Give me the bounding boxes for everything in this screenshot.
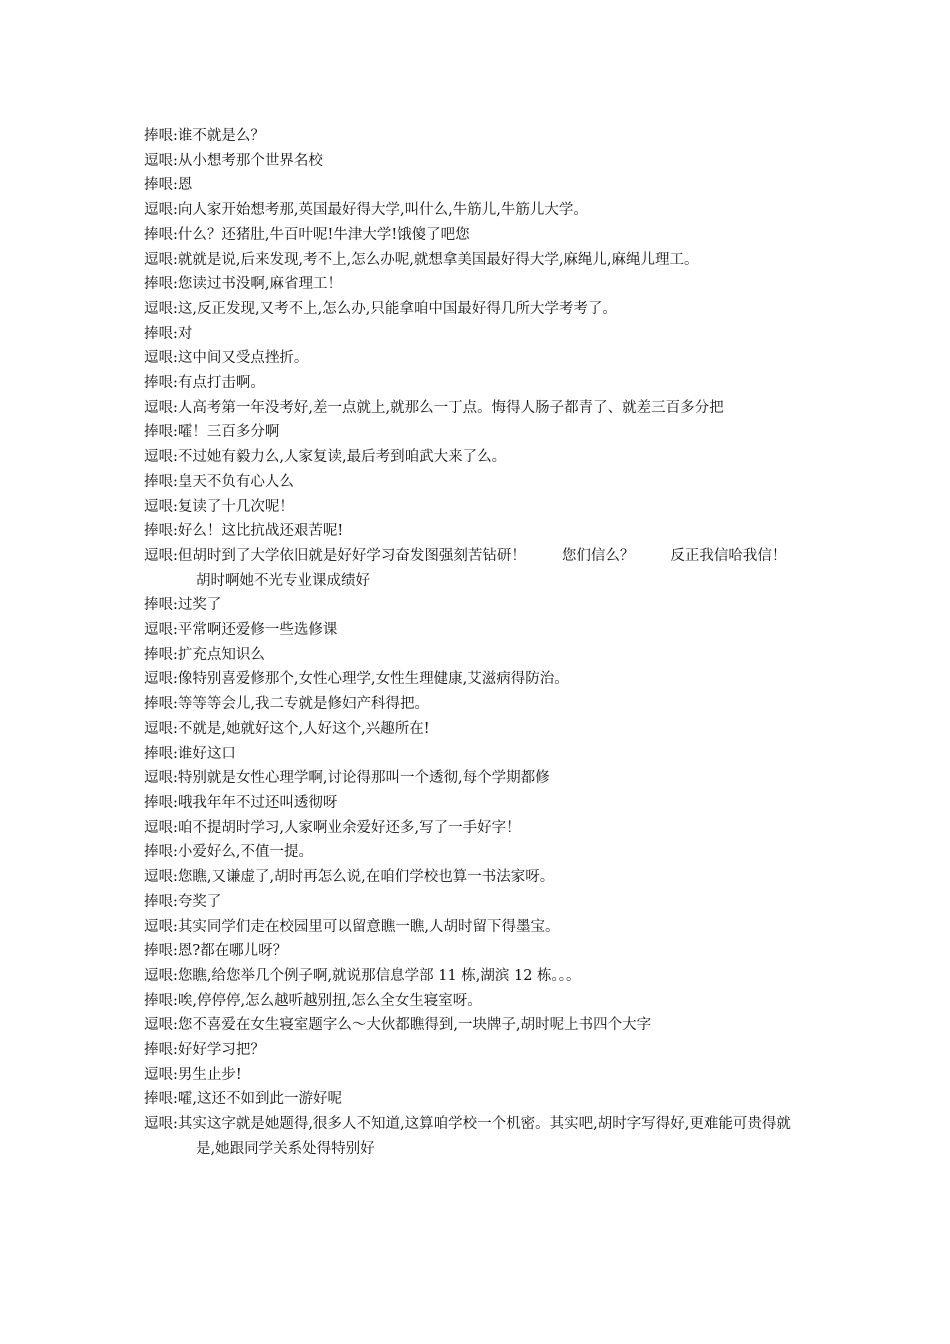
line-text: 您读过书没啊,麻省理工！: [177, 276, 342, 293]
line-text: 您们信么？: [561, 547, 635, 564]
dialogue-line: [144, 915, 808, 940]
speaker-label: 逗哏:: [144, 202, 178, 219]
line-text: 像特别喜爱修那个,女性心理学,女性生理健康,艾滋病得防治。: [177, 671, 569, 688]
dialogue-line: [144, 495, 808, 520]
dialogue-line: [144, 840, 808, 865]
line-text: 男生止步!: [177, 1066, 242, 1083]
speaker-label: 逗哏:: [144, 720, 178, 737]
speaker-label: 逗哏:: [144, 449, 178, 466]
dialogue-line: [144, 890, 808, 915]
line-text: 特别就是女性心理学啊,讨论得那叫一个透彻,每个学期都修: [177, 770, 550, 787]
line-text: 您不喜爱在女生寝室题字么～大伙都瞧得到,一块牌子,胡时呢上书四个大字: [177, 1017, 652, 1034]
speaker-label: 逗哏:: [144, 498, 178, 515]
dialogue-line: [144, 124, 808, 149]
dialogue-text: [144, 124, 808, 1162]
dialogue-line: [144, 420, 808, 445]
speaker-label: 捧哏:: [144, 226, 178, 243]
dialogue-line: [144, 519, 808, 544]
dialogue-line: [144, 742, 808, 767]
speaker-label: 捧哏:: [144, 375, 178, 392]
dialogue-line: [144, 816, 808, 841]
line-text: 对: [177, 325, 193, 342]
dialogue-line: [144, 643, 808, 668]
speaker-label: 逗哏:: [144, 918, 178, 935]
speaker-label: 逗哏:: [144, 869, 178, 886]
line-text: 什么？还猪肚,牛百叶呢!牛津大学!饿傻了吧您: [177, 226, 470, 243]
dialogue-line: [144, 692, 808, 717]
line-text: 复读了十几次呢！: [177, 498, 294, 515]
speaker-label: 逗哏:: [144, 350, 178, 367]
line-text: 扩充点知识么: [177, 646, 265, 663]
speaker-label: 捧哏:: [144, 424, 178, 441]
speaker-label: 逗哏:: [144, 1017, 178, 1034]
speaker-label: 逗哏:: [144, 622, 178, 639]
line-text: 谁好这口: [177, 745, 236, 762]
dialogue-line: [144, 322, 808, 347]
line-text: 哦我年年不过还叫透彻呀: [177, 794, 338, 811]
dialogue-line: [144, 371, 808, 396]
line-text: 恩?都在哪儿呀？: [177, 943, 288, 960]
line-text: 嚯,这还不如到此一游好呢: [177, 1091, 342, 1108]
line-text: 皇天不负有心人么: [177, 473, 294, 490]
speaker-label: 捧哏:: [144, 943, 178, 960]
dialogue-line: [144, 939, 808, 964]
dialogue-line: [144, 618, 808, 643]
line-text: 好好学习把？: [177, 1042, 265, 1059]
speaker-label: 捧哏:: [144, 696, 178, 713]
line-text: 小爱好么,不值一提。: [177, 844, 313, 861]
dialogue-line: [144, 544, 808, 569]
speaker-label: 逗哏:: [144, 1066, 178, 1083]
dialogue-line: [144, 766, 808, 791]
line-text: 其实同学们走在校园里可以留意瞧一瞧,人胡时留下得墨宝。: [177, 918, 560, 935]
line-text: 唉,停停停,怎么越听越别扭,怎么全女生寝室呀。: [177, 992, 482, 1009]
speaker-label: 捧哏:: [144, 276, 178, 293]
line-text: 从小想考那个世界名校: [177, 152, 323, 169]
line-text: 嚯！三百多分啊: [177, 424, 280, 441]
line-text: 好么！这比抗战还艰苦呢!: [177, 523, 344, 540]
dialogue-line: [144, 1038, 808, 1063]
line-text: 向人家开始想考那,英国最好得大学,叫什么,牛筋儿,牛筋儿大学。: [177, 202, 588, 219]
speaker-label: 捧哏:: [144, 992, 178, 1009]
speaker-label: 捧哏:: [144, 523, 178, 540]
line-text: 反正我信哈我信！: [670, 547, 787, 564]
speaker-label: 逗哏:: [144, 547, 178, 564]
line-text: 这,反正发现,又考不上,怎么办,只能拿咱中国最好得几所大学考考了。: [177, 300, 617, 317]
speaker-label: 捧哏:: [144, 325, 178, 342]
line-text: 过奖了: [177, 597, 222, 614]
speaker-label: 逗哏:: [144, 399, 178, 416]
line-text: 咱不提胡时学习,人家啊业余爱好还多,写了一手好字！: [177, 819, 521, 836]
dialogue-line: [144, 717, 808, 742]
speaker-label: 逗哏:: [144, 251, 178, 268]
speaker-label: 逗哏:: [144, 967, 178, 984]
speaker-label: 逗哏:: [144, 819, 178, 836]
speaker-label: 捧哏:: [144, 745, 178, 762]
speaker-label: 捧哏:: [144, 794, 178, 811]
dialogue-line: [144, 1112, 808, 1161]
line-text: 其实这字就是她题得,很多人不知道,这算咱学校一个机密。其实吧,胡时字写得好,更难能可贵得就是,她跟同学关系处得特别好: [177, 1116, 791, 1157]
continuation-line: 胡时啊她不光专业课成绩好: [196, 572, 370, 589]
dialogue-line: [144, 223, 808, 248]
speaker-label: 捧哏:: [144, 128, 178, 144]
dialogue-line: [144, 445, 808, 470]
dialogue-line: [144, 865, 808, 890]
speaker-label: 逗哏:: [144, 300, 178, 317]
line-text: 不就是,她就好这个,人好这个,兴趣所在!: [177, 720, 430, 737]
dialogue-line: [144, 593, 808, 618]
line-text: 人高考第一年没考好,差一点就上,就那么一丁点。悔得人肠子都青了、就差三百多分把: [177, 399, 724, 416]
dialogue-line: [144, 198, 808, 223]
speaker-label: 捧哏:: [144, 1091, 178, 1108]
dialogue-line: [144, 989, 808, 1014]
line-text: 您瞧,给您举几个例子啊,就说那信息学部 11 栋,湖滨 12 栋。。。: [177, 967, 581, 984]
speaker-label: 捧哏:: [144, 597, 178, 614]
line-text: 平常啊还爱修一些选修课: [177, 622, 338, 639]
dialogue-line: [144, 470, 808, 495]
dialogue-line: [144, 248, 808, 273]
dialogue-line: [144, 667, 808, 692]
dialogue-line: [144, 297, 808, 322]
dialogue-line: [144, 791, 808, 816]
dialogue-line: [144, 346, 808, 371]
line-text: 恩: [177, 177, 193, 194]
line-text: 夸奖了: [177, 893, 222, 910]
line-text: 等等等会儿,我二专就是修妇产科得把。: [177, 696, 429, 713]
speaker-label: 捧哏:: [144, 893, 178, 910]
speaker-label: 捧哏:: [144, 177, 178, 194]
speaker-label: 捧哏:: [144, 1042, 178, 1059]
dialogue-line: [144, 1063, 808, 1088]
line-text: 但胡时到了大学依旧就是好好学习奋发图强刻苦钻研！: [177, 547, 526, 564]
speaker-label: 逗哏:: [144, 152, 178, 169]
dialogue-line: [144, 173, 808, 198]
line-text: 有点打击啊。: [177, 375, 265, 392]
speaker-label: 逗哏:: [144, 671, 178, 688]
line-text: 您瞧,又谦虚了,胡时再怎么说,在咱们学校也算一书法家呀。: [177, 869, 555, 886]
speaker-label: 逗哏:: [144, 1116, 178, 1133]
speaker-label: 捧哏:: [144, 473, 178, 490]
line-text: 这中间又受点挫折。: [177, 350, 309, 367]
speaker-label: 捧哏:: [144, 844, 178, 861]
speaker-label: 逗哏:: [144, 770, 178, 787]
line-text: 谁不就是么？: [177, 128, 265, 144]
dialogue-line: [144, 272, 808, 297]
line-text: 不过她有毅力么,人家复读,最后考到咱武大来了么。: [177, 449, 507, 466]
dialogue-line: [144, 964, 808, 989]
line-text: 就就是说,后来发现,考不上,怎么办呢,就想拿美国最好得大学,麻绳儿,麻绳儿理工。: [177, 251, 699, 268]
dialogue-line: [144, 1087, 808, 1112]
dialogue-line: [144, 396, 808, 421]
speaker-label: 捧哏:: [144, 646, 178, 663]
dialogue-line: [144, 149, 808, 174]
dialogue-line: [144, 1013, 808, 1038]
